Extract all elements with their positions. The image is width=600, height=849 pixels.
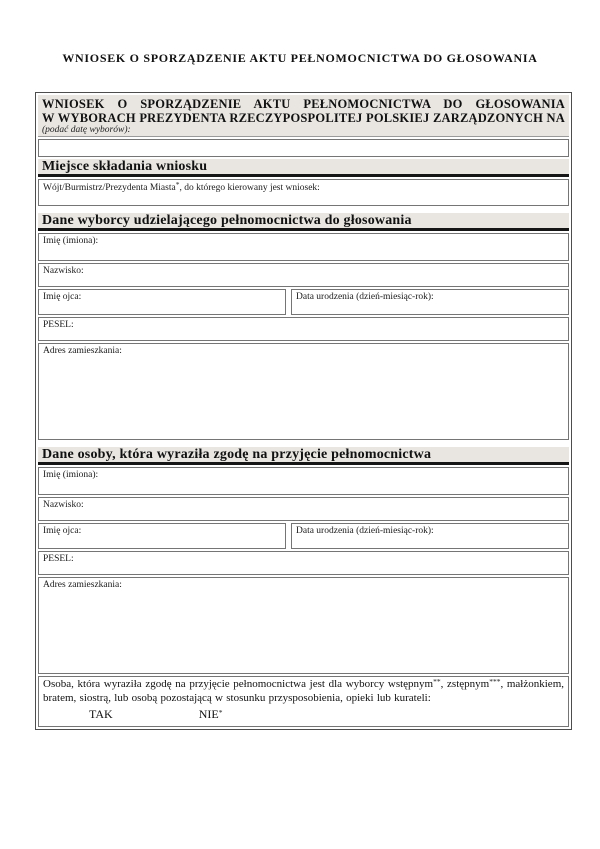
voter-address-label: Adres zamieszkania: [43, 346, 122, 356]
election-date-input-area[interactable] [38, 139, 569, 157]
relationship-statement [43, 678, 564, 704]
relationship-statement-part1: Osoba, która wyraziła zgodę na przyjęcie pełnomocnictwa jest dla wyborcy wstępnym [43, 678, 434, 690]
voter-last-name-label: Nazwisko: [43, 266, 84, 276]
proxy-address-field[interactable] [38, 577, 569, 674]
proxy-father-name-field[interactable] [38, 523, 286, 549]
option-tak[interactable]: TAK [89, 707, 113, 721]
section-gap [38, 208, 569, 211]
proxy-pesel-field[interactable] [38, 551, 569, 575]
relationship-section [38, 676, 569, 727]
option-nie[interactable] [199, 707, 223, 721]
page-title: WNIOSEK O SPORZĄDZENIE AKTU PEŁNOMOCNICTWA DO GŁOSOWANIA [62, 51, 538, 65]
proxy-pesel-label: PESEL: [43, 554, 74, 564]
addressee-label [39, 180, 568, 194]
voter-first-name-label: Imię (imiona): [43, 236, 99, 246]
proxy-last-name-label: Nazwisko: [43, 500, 84, 510]
addressee-label-main: Wójt/Burmistrz/Prezydenta Miasta [43, 183, 176, 193]
voter-address-field[interactable] [38, 343, 569, 440]
proxy-father-name-label: Imię ojca: [43, 526, 82, 536]
option-nie-label: NIE [198, 707, 219, 721]
voter-father-name-field[interactable] [38, 289, 286, 315]
relationship-footnote-mark-2: *** [489, 676, 501, 686]
proxy-address-label: Adres zamieszkania: [43, 580, 122, 590]
addressee-footnote-mark: * [175, 179, 180, 189]
addressee-label-rest: , do którego kierowany jest wniosek: [179, 183, 320, 193]
proxy-first-name-field[interactable] [38, 467, 569, 495]
voter-first-name-field[interactable] [38, 233, 569, 261]
form-header-block [38, 95, 569, 137]
proxy-last-name-field[interactable] [38, 497, 569, 521]
relationship-statement-part3: , małżonkiem, bratem, siostrą, lub osobą pozostającą w stosunku przysposobienia, opieki lub kurateli: [43, 678, 564, 704]
proxy-birth-date-label: Data urodzenia (dzień-miesiąc-rok): [296, 526, 434, 536]
application-form [35, 92, 572, 730]
election-date-value [39, 144, 46, 156]
section-heading-place: Miejsce składania wniosku [38, 159, 569, 177]
voter-birth-date-field[interactable] [291, 289, 569, 315]
section-gap [38, 442, 569, 445]
voter-pesel-field[interactable] [38, 317, 569, 341]
proxy-father-birth-row [38, 523, 569, 549]
voter-last-name-field[interactable] [38, 263, 569, 287]
voter-father-name-label: Imię ojca: [43, 292, 82, 302]
relationship-choices [43, 707, 564, 723]
voter-pesel-label: PESEL: [43, 320, 74, 330]
form-header-line2: W WYBORACH PREZYDENTA RZECZYPOSPOLITEJ POLSKIEJ ZARZĄDZONYCH NA [42, 111, 565, 125]
proxy-first-name-label: Imię (imiona): [43, 470, 99, 480]
section-heading-voter: Dane wyborcy udzielającego pełnomocnictwa do głosowania [38, 213, 569, 231]
voter-father-birth-row [38, 289, 569, 315]
option-nie-footnote-mark: * [218, 707, 223, 717]
election-date-note: (podać datę wyborów): [42, 125, 131, 135]
proxy-birth-date-field[interactable] [291, 523, 569, 549]
relationship-footnote-mark-1: ** [433, 676, 441, 686]
voter-birth-date-label: Data urodzenia (dzień-miesiąc-rok): [296, 292, 434, 302]
relationship-statement-part2: , zstępnym [440, 678, 490, 690]
section-heading-proxy: Dane osoby, która wyraziła zgodę na przyjęcie pełnomocnictwa [38, 447, 569, 465]
form-header-line1: WNIOSEK O SPORZĄDZENIE AKTU PEŁNOMOCNICTWA DO GŁOSOWANIA [42, 97, 565, 111]
addressee-input-area[interactable] [38, 179, 569, 206]
